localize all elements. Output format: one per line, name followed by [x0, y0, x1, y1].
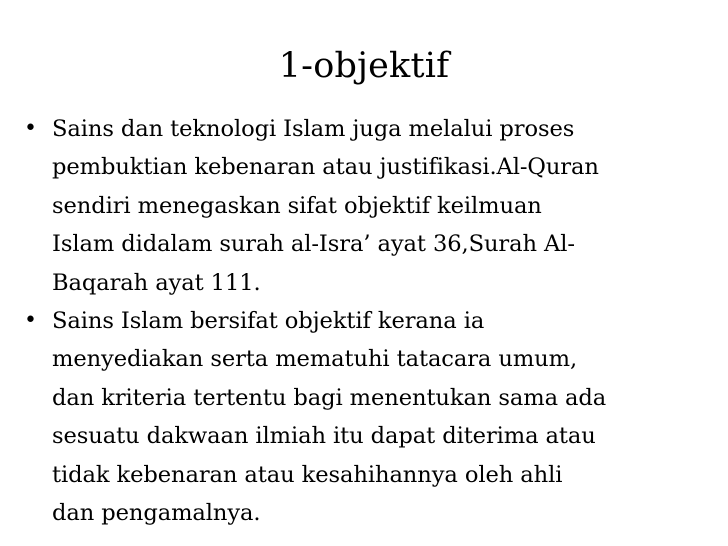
bullet-line: dan kriteria tertentu bagi menentukan sama ada	[52, 384, 607, 411]
bullet-line: sendiri menegaskan sifat objektif keilmuan	[52, 192, 542, 219]
bullet-line: dan pengamalnya.	[52, 500, 261, 527]
bullet-line: sesuatu dakwaan ilmiah itu dapat diterima atau	[52, 423, 596, 450]
bullet-line: Sains Islam bersifat objektif kerana ia	[52, 308, 485, 335]
bullet-line: Sains dan teknologi Islam juga melalui proses	[52, 116, 575, 142]
bullet-icon: •	[24, 116, 37, 141]
bullet-item	[22, 110, 708, 302]
bullet-line: menyediakan serta mematuhi tatacara umum,	[52, 346, 578, 373]
bullet-line: tidak kebenaran atau kesahihannya oleh ahli	[52, 461, 563, 488]
bullet-item	[22, 302, 708, 532]
bullet-line: Baqarah ayat 111.	[52, 269, 261, 296]
bullet-icon: •	[24, 308, 37, 334]
slide-title: 1-objektif	[278, 46, 450, 86]
bullet-list	[22, 110, 708, 532]
bullet-line: pembuktian kebenaran atau justifikasi.Al-Quran	[52, 154, 599, 181]
bullet-line: Islam didalam surah al-Isra’ ayat 36,Surah Al-	[52, 231, 575, 258]
